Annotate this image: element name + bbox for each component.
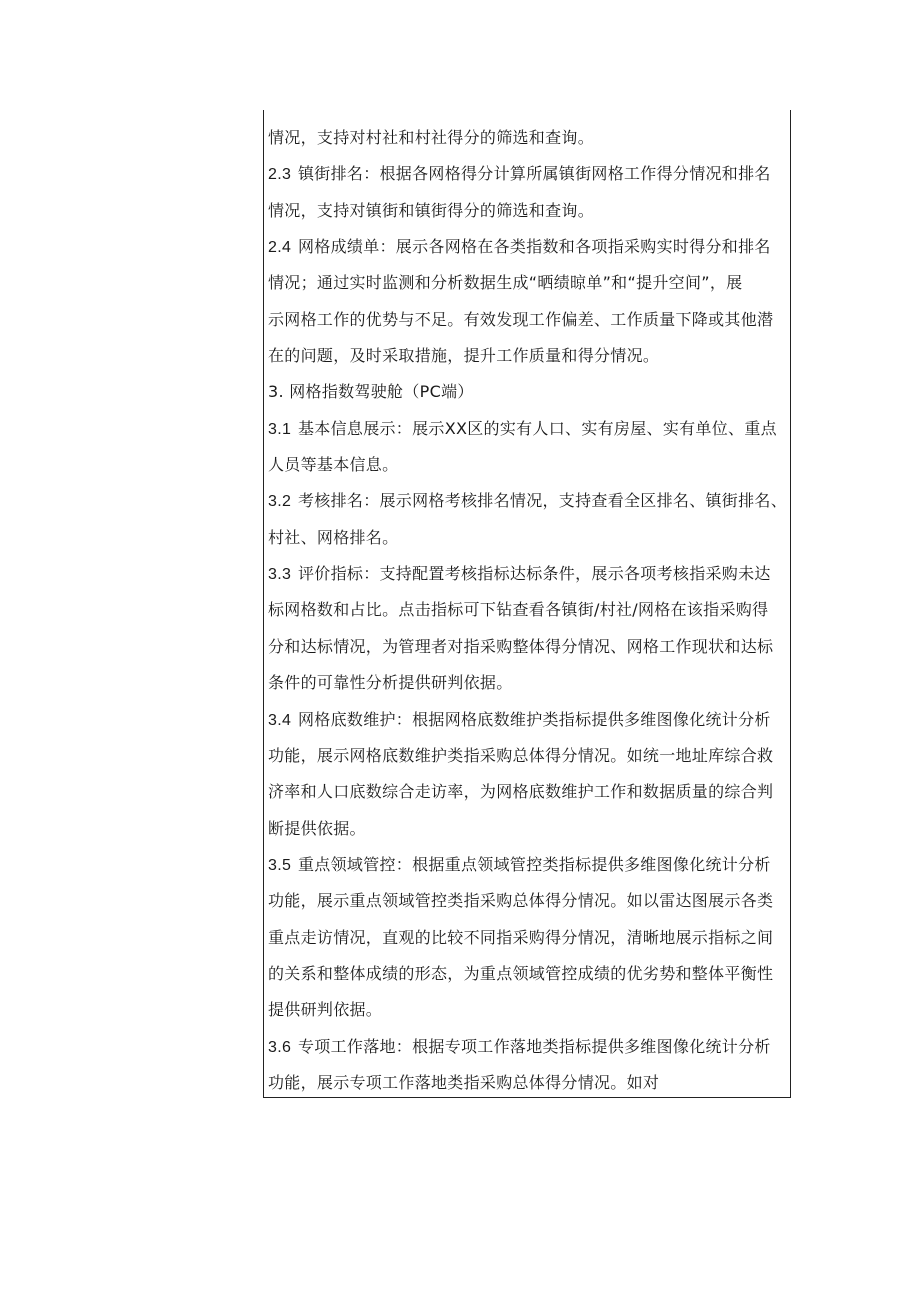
section-number: 3.2 — [268, 493, 292, 511]
text-line — [268, 338, 788, 374]
text-line — [268, 847, 788, 883]
line-text: 断提供依据。 — [268, 818, 366, 838]
line-text: 功能，展示网格底数维护类指采购总体得分情况。如统一地址库综合救 — [268, 745, 774, 765]
text-line — [268, 556, 788, 592]
line-text: 基本信息展示：展示XX区的实有人口、实有房屋、实有单位、重点 — [298, 418, 777, 438]
text-line — [268, 629, 788, 665]
line-text: 情况，支持对镇街和镇街得分的筛选和查询。 — [268, 200, 595, 220]
line-text: 示网格工作的优势与不足。有效发现工作偏差、工作质量下降或其他潜 — [268, 309, 774, 329]
line-text: 网格底数维护：根据网格底数维护类指标提供多维图像化统计分析 — [298, 709, 771, 729]
text-line — [268, 920, 788, 956]
line-text: 提供研判依据。 — [268, 1000, 383, 1020]
line-text: 的关系和整体成绩的形态，为重点领域管控成绩的优劣势和整体平衡性 — [268, 963, 774, 983]
text-line — [268, 156, 788, 192]
section-number: 2.3 — [268, 166, 292, 184]
text-line — [268, 1065, 788, 1101]
text-line — [268, 1029, 788, 1065]
line-text: 在的问题，及时采取措施，提升工作质量和得分情况。 — [268, 346, 660, 366]
line-text: 考核排名：展示网格考核排名情况，支持查看全区排名、镇街排名、 — [298, 491, 788, 511]
text-line — [268, 883, 788, 919]
line-text: 条件的可靠性分析提供研判依据。 — [268, 673, 513, 693]
text-line — [268, 302, 788, 338]
line-text: 评价指标：支持配置考核指标达标条件，展示各项考核指采购未达 — [298, 564, 771, 584]
text-line — [268, 483, 788, 519]
line-text: 3. 网格指数驾驶舱（PC端） — [268, 382, 474, 402]
line-text: 情况；通过实时监测和分析数据生成“晒绩晾单”和“提升空间”，展 — [268, 273, 743, 293]
text-line — [268, 992, 788, 1028]
text-line — [268, 447, 788, 483]
section-number: 3.5 — [268, 856, 292, 874]
text-line — [268, 229, 788, 265]
line-text: 镇街排名：根据各网格得分计算所属镇街网格工作得分情况和排名 — [298, 164, 771, 184]
text-line — [268, 592, 788, 628]
section-number: 3.3 — [268, 566, 292, 584]
text-line — [268, 193, 788, 229]
text-line — [268, 265, 788, 301]
line-text: 网格成绩单：展示各网格在各类指数和各项指采购实时得分和排名 — [298, 237, 771, 257]
text-line — [268, 738, 788, 774]
section-number: 3.1 — [268, 420, 292, 438]
text-line — [268, 702, 788, 738]
line-text: 济率和人口底数综合走访率，为网格底数维护工作和数据质量的综合判 — [268, 782, 774, 802]
section-number: 2.4 — [268, 239, 292, 257]
line-text: 人员等基本信息。 — [268, 455, 399, 475]
line-text: 标网格数和占比。点击指标可下钻查看各镇街/村社/网格在该指采购得 — [268, 600, 769, 620]
line-text: 重点领域管控：根据重点领域管控类指标提供多维图像化统计分析 — [298, 854, 771, 874]
line-text: 功能，展示专项工作落地类指采购总体得分情况。如对 — [268, 1072, 660, 1092]
text-line — [268, 811, 788, 847]
cell-content — [268, 120, 788, 1101]
text-line — [268, 374, 788, 410]
line-text: 专项工作落地：根据专项工作落地类指标提供多维图像化统计分析 — [298, 1036, 771, 1056]
line-text: 分和达标情况，为管理者对指采购整体得分情况、网格工作现状和达标 — [268, 636, 774, 656]
text-line — [268, 665, 788, 701]
text-line — [268, 411, 788, 447]
line-text: 村社、网格排名。 — [268, 527, 399, 547]
line-text: 重点走访情况，直观的比较不同指采购得分情况，清晰地展示指标之间 — [268, 927, 774, 947]
table-cell — [263, 110, 791, 1098]
line-text: 功能，展示重点领域管控类指采购总体得分情况。如以雷达图展示各类 — [268, 891, 774, 911]
text-line — [268, 120, 788, 156]
text-line — [268, 774, 788, 810]
section-number: 3.6 — [268, 1038, 292, 1056]
line-text: 情况，支持对村社和村社得分的筛选和查询。 — [268, 128, 595, 147]
text-line — [268, 956, 788, 992]
text-line — [268, 520, 788, 556]
section-number: 3.4 — [268, 711, 292, 729]
